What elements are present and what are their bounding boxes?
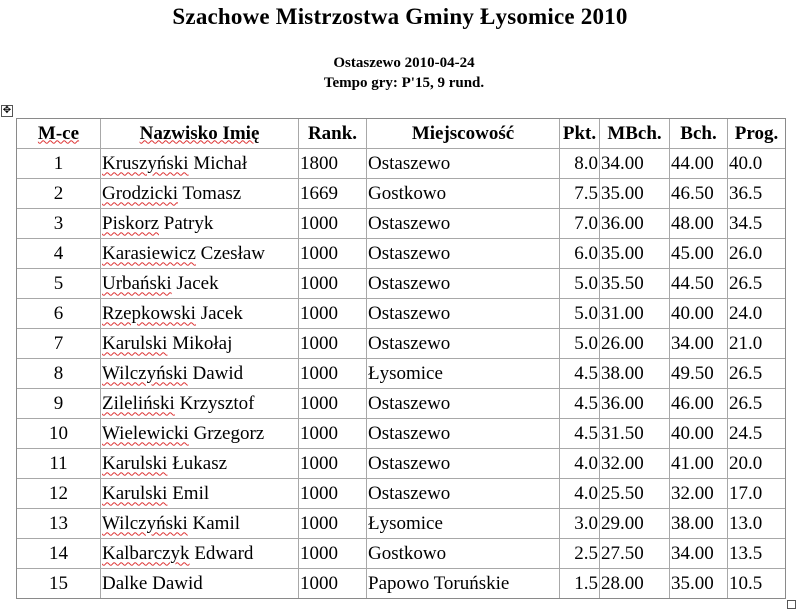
cell-name: Karulski Emil bbox=[101, 479, 299, 509]
cell-name: Karasiewicz Czesław bbox=[101, 239, 299, 269]
table-move-handle-icon[interactable]: ✥ bbox=[2, 105, 12, 116]
table-row bbox=[17, 179, 785, 209]
cell-city: Ostaszewo bbox=[367, 419, 560, 449]
cell-rank: 1000 bbox=[299, 329, 367, 359]
cell-city: Ostaszewo bbox=[367, 299, 560, 329]
cell-city: Ostaszewo bbox=[367, 329, 560, 359]
cell-prog: 13.0 bbox=[728, 509, 785, 539]
table-row bbox=[17, 209, 785, 239]
column-header-place: M-ce bbox=[17, 119, 101, 149]
cell-place: 9 bbox=[17, 389, 101, 419]
event-location-date: Ostaszewo 2010-04-24 bbox=[333, 55, 475, 71]
cell-city: Ostaszewo bbox=[367, 269, 560, 299]
table-row bbox=[17, 569, 785, 598]
cell-name: Wilczyński Kamil bbox=[101, 509, 299, 539]
cell-bch: 46.50 bbox=[670, 179, 728, 209]
cell-place: 6 bbox=[17, 299, 101, 329]
cell-place: 8 bbox=[17, 359, 101, 389]
column-header-name: Nazwisko Imię bbox=[101, 119, 299, 149]
cell-bch: 40.00 bbox=[670, 299, 728, 329]
cell-prog: 17.0 bbox=[728, 479, 785, 509]
cell-rank: 1000 bbox=[299, 539, 367, 569]
cell-mbch: 27.50 bbox=[600, 539, 670, 569]
cell-bch: 44.50 bbox=[670, 269, 728, 299]
column-header-bch: Bch. bbox=[670, 119, 728, 149]
cell-name: Rzepkowski Jacek bbox=[101, 299, 299, 329]
cell-mbch: 35.00 bbox=[600, 179, 670, 209]
cell-mbch: 28.00 bbox=[600, 569, 670, 598]
cell-name: Grodzicki Tomasz bbox=[101, 179, 299, 209]
cell-place: 14 bbox=[17, 539, 101, 569]
cell-bch: 35.00 bbox=[670, 569, 728, 598]
cell-mbch: 35.50 bbox=[600, 269, 670, 299]
game-tempo: Tempo gry: P'15, 9 rund. bbox=[323, 75, 485, 91]
spellcheck-mark: Urbański bbox=[102, 272, 172, 294]
spellcheck-mark: Karasiewicz bbox=[102, 242, 196, 264]
spellcheck-mark: Piskorz bbox=[102, 212, 159, 234]
spellcheck-mark: Rzepkowski bbox=[102, 302, 196, 324]
cell-prog: 21.0 bbox=[728, 329, 785, 359]
cell-name: Kalbarczyk Edward bbox=[101, 539, 299, 569]
table-header-row bbox=[17, 119, 785, 149]
cell-mbch: 35.00 bbox=[600, 239, 670, 269]
cell-prog: 26.5 bbox=[728, 269, 785, 299]
cell-name: Zileliński Krzysztof bbox=[101, 389, 299, 419]
spellcheck-mark: Grodzicki bbox=[102, 182, 178, 204]
spellcheck-mark: Zileliński bbox=[102, 392, 175, 414]
cell-city: Ostaszewo bbox=[367, 149, 560, 179]
cell-bch: 49.50 bbox=[670, 359, 728, 389]
cell-place: 11 bbox=[17, 449, 101, 479]
cell-points: 4.5 bbox=[560, 359, 600, 389]
cell-prog: 26.0 bbox=[728, 239, 785, 269]
cell-prog: 20.0 bbox=[728, 449, 785, 479]
cell-name: Kruszyński Michał bbox=[101, 149, 299, 179]
spellcheck-mark: Kalbarczyk bbox=[102, 542, 190, 564]
cell-name: Dalke Dawid bbox=[101, 569, 299, 598]
cell-place: 3 bbox=[17, 209, 101, 239]
table-row bbox=[17, 419, 785, 449]
cell-city: Ostaszewo bbox=[367, 389, 560, 419]
cell-city: Ostaszewo bbox=[367, 449, 560, 479]
cell-place: 12 bbox=[17, 479, 101, 509]
table-row bbox=[17, 539, 785, 569]
cell-place: 5 bbox=[17, 269, 101, 299]
cell-city: Papowo Toruńskie bbox=[367, 569, 560, 598]
cell-city: Łysomice bbox=[367, 509, 560, 539]
cell-prog: 13.5 bbox=[728, 539, 785, 569]
cell-mbch: 38.00 bbox=[600, 359, 670, 389]
cell-points: 3.0 bbox=[560, 509, 600, 539]
cell-place: 15 bbox=[17, 569, 101, 598]
cell-rank: 1000 bbox=[299, 269, 367, 299]
cell-bch: 40.00 bbox=[670, 419, 728, 449]
spellcheck-mark: Karulski bbox=[102, 482, 168, 504]
cell-place: 10 bbox=[17, 419, 101, 449]
table-row bbox=[17, 269, 785, 299]
cell-name: Karulski Mikołaj bbox=[101, 329, 299, 359]
cell-mbch: 34.00 bbox=[600, 149, 670, 179]
cell-rank: 1000 bbox=[299, 299, 367, 329]
cell-points: 5.0 bbox=[560, 329, 600, 359]
cell-place: 13 bbox=[17, 509, 101, 539]
column-header-points: Pkt. bbox=[560, 119, 600, 149]
cell-bch: 34.00 bbox=[670, 539, 728, 569]
cell-rank: 1000 bbox=[299, 479, 367, 509]
cell-mbch: 31.00 bbox=[600, 299, 670, 329]
cell-points: 4.0 bbox=[560, 479, 600, 509]
spellcheck-mark: Wilczyński bbox=[102, 362, 188, 384]
column-header-rank: Rank. bbox=[299, 119, 367, 149]
cell-bch: 38.00 bbox=[670, 509, 728, 539]
cell-points: 4.5 bbox=[560, 419, 600, 449]
cell-points: 7.0 bbox=[560, 209, 600, 239]
cell-name: Wielewicki Grzegorz bbox=[101, 419, 299, 449]
table-row bbox=[17, 509, 785, 539]
cell-points: 6.0 bbox=[560, 239, 600, 269]
cell-city: Ostaszewo bbox=[367, 239, 560, 269]
cell-bch: 44.00 bbox=[670, 149, 728, 179]
cell-city: Gostkowo bbox=[367, 179, 560, 209]
cell-points: 4.5 bbox=[560, 389, 600, 419]
cell-points: 5.0 bbox=[560, 299, 600, 329]
spellcheck-mark: Karulski bbox=[102, 452, 168, 474]
cell-rank: 1000 bbox=[299, 569, 367, 598]
cell-prog: 26.5 bbox=[728, 389, 785, 419]
cell-prog: 34.5 bbox=[728, 209, 785, 239]
cell-prog: 10.5 bbox=[729, 572, 763, 594]
cell-mbch: 29.00 bbox=[600, 509, 670, 539]
cell-place: 4 bbox=[17, 239, 101, 269]
cell-rank: 1800 bbox=[299, 149, 367, 179]
cell-points: 1.5 bbox=[560, 569, 600, 598]
cell-bch: 41.00 bbox=[670, 449, 728, 479]
table-row bbox=[17, 389, 785, 419]
cell-rank: 1000 bbox=[299, 419, 367, 449]
cell-place: 2 bbox=[17, 179, 101, 209]
column-header-prog: Prog. bbox=[728, 119, 785, 149]
cell-city: Gostkowo bbox=[367, 539, 560, 569]
cell-mbch: 36.00 bbox=[600, 209, 670, 239]
table-row bbox=[17, 149, 785, 179]
table-row bbox=[17, 329, 785, 359]
table-row bbox=[17, 299, 785, 329]
table-row bbox=[17, 449, 785, 479]
cell-rank: 1000 bbox=[299, 209, 367, 239]
cell-bch: 34.00 bbox=[670, 329, 728, 359]
spellcheck-mark: Wilczyński bbox=[102, 512, 188, 534]
cell-rank: 1000 bbox=[299, 449, 367, 479]
cell-bch: 45.00 bbox=[670, 239, 728, 269]
cell-mbch: 36.00 bbox=[600, 389, 670, 419]
table-row bbox=[17, 359, 785, 389]
cell-name: Wilczyński Dawid bbox=[101, 359, 299, 389]
cell-name: Karulski Łukasz bbox=[101, 449, 299, 479]
cell-points: 8.0 bbox=[560, 149, 600, 179]
cell-points: 2.5 bbox=[560, 539, 600, 569]
spellcheck-mark: Karulski bbox=[102, 332, 168, 354]
cell-place: 7 bbox=[17, 329, 101, 359]
cell-prog: 26.5 bbox=[728, 359, 785, 389]
cell-mbch: 25.50 bbox=[600, 479, 670, 509]
cell-bch: 46.00 bbox=[670, 389, 728, 419]
cell-prog: 24.5 bbox=[728, 419, 785, 449]
cell-prog: 40.0 bbox=[728, 149, 785, 179]
cell-points: 7.5 bbox=[560, 179, 600, 209]
cell-name: Piskorz Patryk bbox=[101, 209, 299, 239]
cell-rank: 1000 bbox=[299, 509, 367, 539]
document-title: Szachowe Mistrzostwa Gminy Łysomice 2010 bbox=[172, 4, 628, 29]
cell-rank: 1000 bbox=[299, 359, 367, 389]
results-table bbox=[16, 118, 786, 599]
table-row bbox=[17, 239, 785, 269]
cell-bch: 48.00 bbox=[670, 209, 728, 239]
cell-rank: 1000 bbox=[299, 239, 367, 269]
cell-rank: 1669 bbox=[299, 179, 367, 209]
cell-prog: 24.0 bbox=[728, 299, 785, 329]
column-header-city: Miejscowość bbox=[367, 119, 560, 149]
cell-prog: 36.5 bbox=[728, 179, 785, 209]
cell-mbch: 32.00 bbox=[600, 449, 670, 479]
cell-mbch: 26.00 bbox=[600, 329, 670, 359]
cell-rank: 1000 bbox=[299, 389, 367, 419]
cell-mbch: 31.50 bbox=[600, 419, 670, 449]
table-row bbox=[17, 479, 785, 509]
cell-points: 5.0 bbox=[560, 269, 600, 299]
cell-bch: 32.00 bbox=[670, 479, 728, 509]
cell-city: Ostaszewo bbox=[367, 479, 560, 509]
cell-city: Ostaszewo bbox=[367, 209, 560, 239]
spellcheck-mark: Kruszyński bbox=[102, 152, 189, 174]
cell-place: 1 bbox=[17, 149, 101, 179]
column-header-mbch: MBch. bbox=[600, 119, 670, 149]
table-resize-handle[interactable] bbox=[787, 600, 796, 609]
spellcheck-mark: Wielewicki bbox=[102, 422, 189, 444]
cell-city: Łysomice bbox=[367, 359, 560, 389]
cell-name: Urbański Jacek bbox=[101, 269, 299, 299]
cell-points: 4.0 bbox=[560, 449, 600, 479]
